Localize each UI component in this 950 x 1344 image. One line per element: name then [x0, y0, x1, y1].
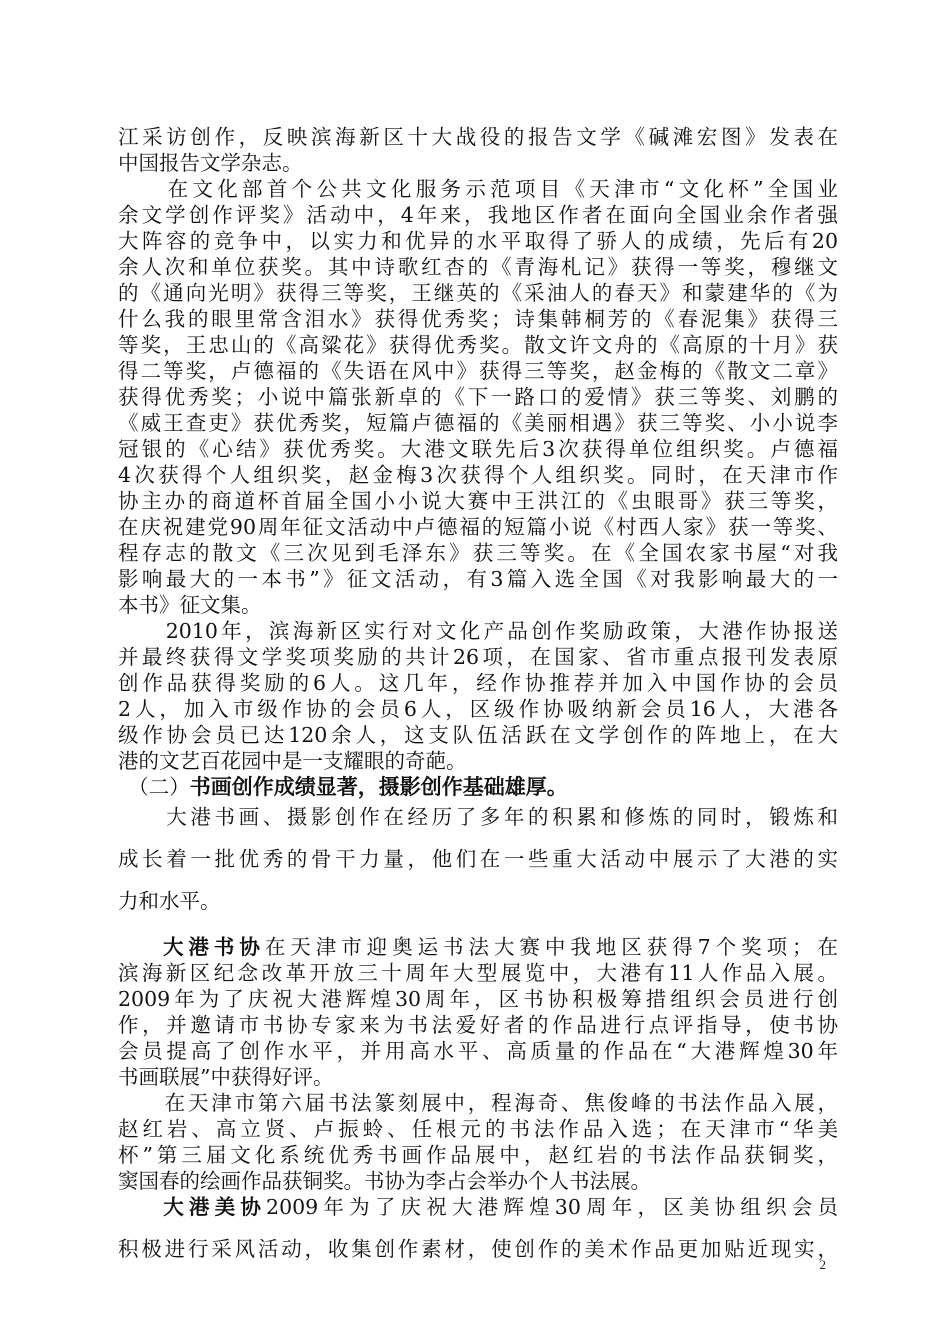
paragraph-line: 大港书画、摄影创作在经历了多年的积累和修炼的同时，锻炼和 — [118, 805, 838, 829]
paragraph-line: 等奖，王忠山的《高粱花》获得优秀奖。散文许文舟的《高原的十月》获 — [118, 333, 838, 357]
paragraph-line: 书画联展”中获得好评。 — [118, 1065, 334, 1089]
paragraph-line: 成长着一批优秀的骨干力量，他们在一些重大活动中展示了大港的实 — [118, 847, 838, 871]
section-heading-prefix: （二） — [118, 775, 190, 799]
paragraph-line: 江采访创作，反映滨海新区十大战役的报告文学《碱滩宏图》发表在 — [118, 125, 838, 149]
paragraph-line: 并最终获得文学奖项奖励的共计26项，在国家、省市重点报刊发表原 — [118, 645, 838, 669]
paragraph-line: 2010年，滨海新区实行对文化产品创作奖励政策，大港作协报送 — [118, 619, 838, 643]
shufa-text: 在天津市迎奥运书法大赛中我地区获得7个奖项；在 — [264, 935, 839, 959]
paragraph-line: 《威王查吏》获优秀奖，短篇卢德福的《美丽相遇》获三等奖、小小说李 — [118, 411, 838, 435]
meixie-text: 2009年为了庆祝大港辉煌30周年，区美协组织会员 — [266, 1195, 838, 1219]
section-heading-text: 书画创作成绩显著，摄影创作基础雄厚。 — [189, 774, 568, 799]
paragraph-line: 4次获得个人组织奖，赵金梅3次获得个人组织奖。同时，在天津市作 — [118, 463, 838, 487]
paragraph-line: 作，并邀请市书协专家来为书法爱好者的作品进行点评指导，使书协 — [118, 1013, 838, 1037]
paragraph-line: 杯”第三届文化系统优秀书画作品展中，赵红岩的书法作品获铜奖， — [118, 1143, 838, 1167]
page-number: 2 — [819, 1257, 826, 1272]
paragraph-line: 赵红岩、高立贤、卢振蛉、任根元的书法作品入选；在天津市“华美 — [118, 1117, 838, 1141]
paragraph-line: 什么我的眼里常含泪水》获得优秀奖；诗集韩桐芳的《春泥集》获得三 — [118, 307, 838, 331]
paragraph-line: 在文化部首个公共文化服务示范项目《天津市“文化杯”全国业 — [118, 177, 838, 201]
shufa-lead: 大港书协 — [158, 935, 265, 959]
paragraph-line: 协主办的商道杯首届全国小小说大赛中王洪江的《虫眼哥》获三等奖， — [118, 489, 838, 513]
paragraph-line: 的《通向光明》获得三等奖，王继英的《采油人的春天》和蒙建华的《为 — [118, 281, 838, 305]
paragraph-line: 创作品获得奖励的6人。这几年，经作协推荐并加入中国作协的会员 — [118, 671, 838, 695]
paragraph-line: 滨海新区纪念改革开放三十周年大型展览中，大港有11人作品入展。 — [118, 961, 838, 985]
paragraph-line: 港的文艺百花园中是一支耀眼的奇葩。 — [118, 749, 467, 773]
paragraph-line: 程存志的散文《三次见到毛泽东》获三等奖。在《全国农家书屋“对我 — [118, 541, 838, 565]
paragraph-line — [118, 934, 838, 960]
paragraph-line: 冠银的《心结》获优秀奖。大港文联先后3次获得单位组织奖。卢德福 — [118, 437, 838, 461]
paragraph-line: 在庆祝建党90周年征文活动中卢德福的短篇小说《村西人家》获一等奖、 — [118, 515, 838, 539]
paragraph-line: 余文学创作评奖》活动中，4年来，我地区作者在面向全国业余作者强 — [118, 203, 838, 227]
paragraph-line: 2人，加入市级作协的会员6人，区级作协吸纳新会员16人，大港各 — [118, 697, 838, 721]
paragraph-line: 在天津市第六届书法篆刻展中，程海奇、焦俊峰的书法作品入展， — [118, 1091, 838, 1115]
paragraph-line: 本书》征文集。 — [118, 593, 262, 617]
paragraph-line: 积极进行采风活动，收集创作素材，使创作的美术作品更加贴近现实， — [118, 1237, 838, 1261]
paragraph-line: 影响最大的一本书”》征文活动，有3篇入选全国《对我影响最大的一 — [118, 567, 838, 591]
paragraph-line: 会员提高了创作水平，并用高水平、高质量的作品在“大港辉煌30年 — [118, 1039, 838, 1063]
paragraph-line: 窦国春的绘画作品获铜奖。书协为李占会举办个人书法展。 — [118, 1169, 651, 1193]
paragraph-line: 中国报告文学杂志。 — [118, 151, 303, 175]
paragraph-line: 获得优秀奖；小说中篇张新卓的《下一路口的爱情》获三等奖、刘鹏的 — [118, 385, 838, 409]
paragraph-line: 大阵容的竞争中，以实力和优异的水平取得了骄人的成绩，先后有20 — [118, 229, 838, 253]
paragraph-line: 得二等奖，卢德福的《失语在风中》获得三等奖，赵金梅的《散文二章》 — [118, 359, 838, 383]
section-heading — [118, 774, 838, 800]
paragraph-line — [118, 1194, 838, 1220]
paragraph-line: 力和水平。 — [118, 889, 221, 913]
paragraph-line: 余人次和单位获奖。其中诗歌红杏的《青海札记》获得一等奖，穆继文 — [118, 255, 838, 279]
paragraph-line: 2009年为了庆祝大港辉煌30周年，区书协积极筹措组织会员进行创 — [118, 987, 838, 1011]
meixie-lead: 大港美协 — [158, 1195, 267, 1219]
paragraph-line: 级作协会员已达120余人，这支队伍活跃在文学创作的阵地上，在大 — [118, 723, 838, 747]
